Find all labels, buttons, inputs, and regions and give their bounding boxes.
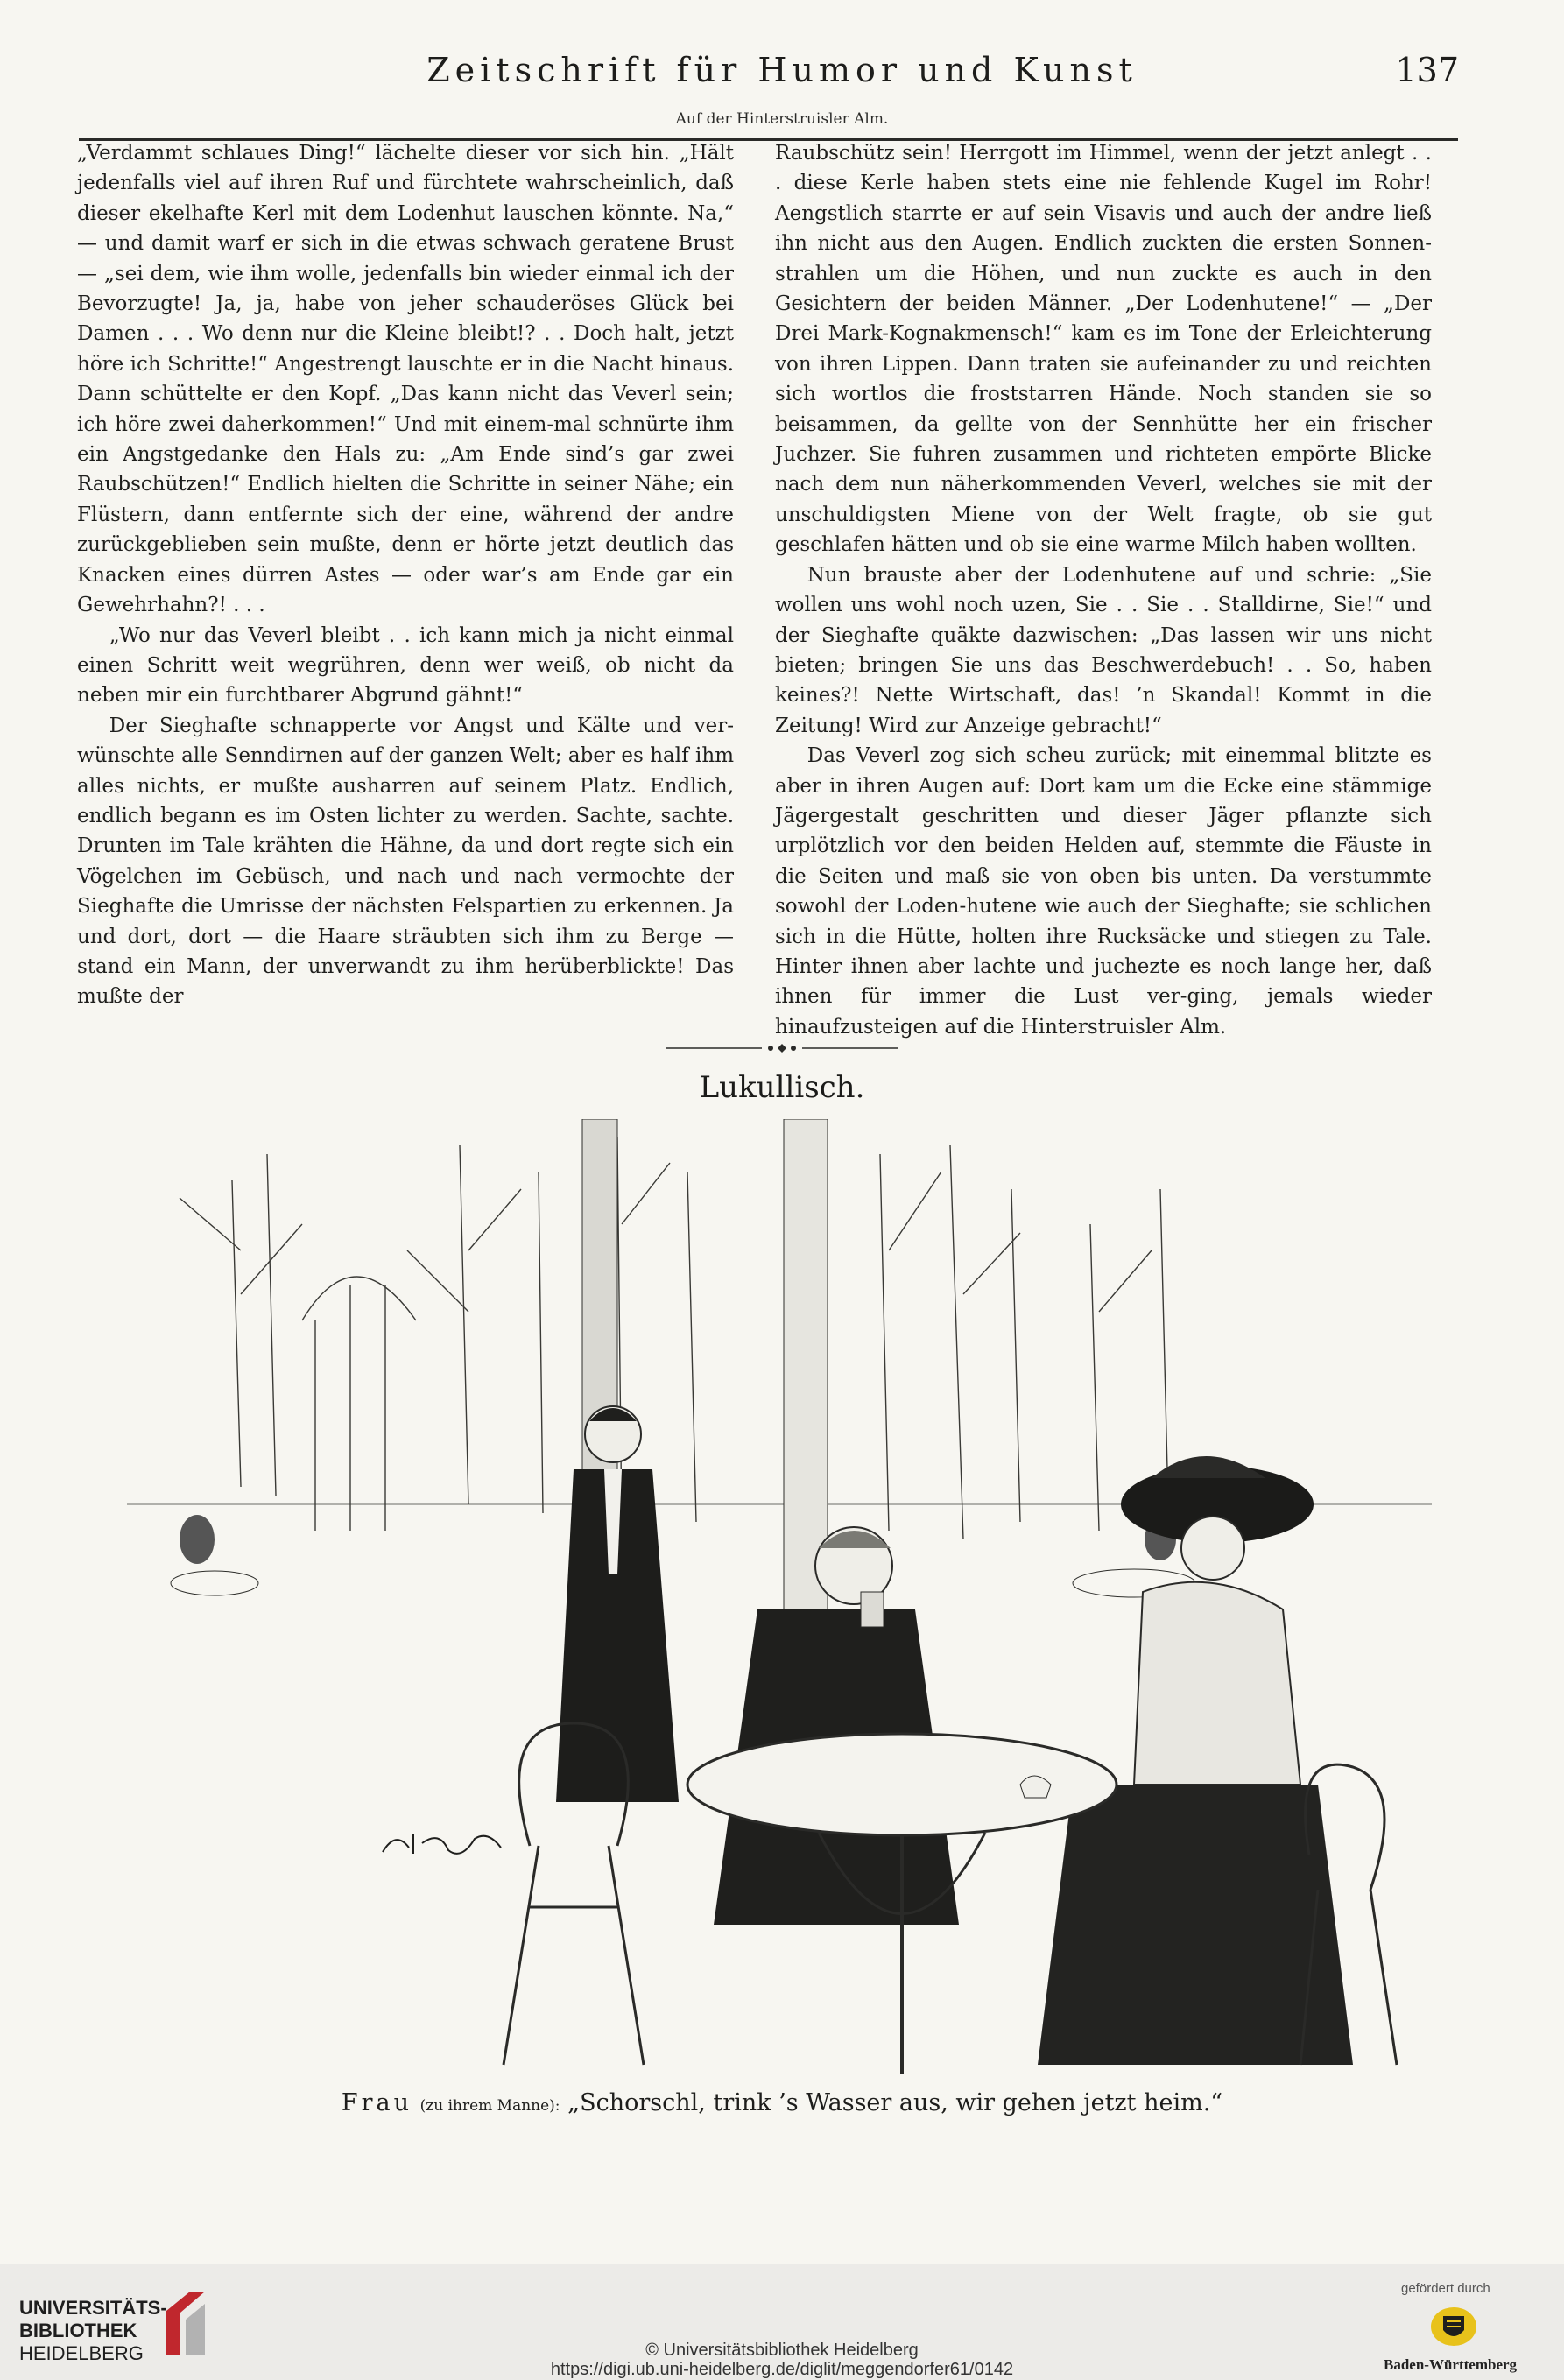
cartoon-title: Lukullisch. <box>699 1070 865 1105</box>
library-name-line: UNIVERSITÄTS- <box>19 2297 167 2319</box>
cafe-table <box>687 1734 1117 1835</box>
paragraph: Das Veverl zog sich scheu zurück; mit einemmal blitzte es aber in ihren Augen auf: Dort kam um die Ecke eine stämmige Jägergestalt geschritten und dieser Jäger pflanzte sich urplötzlich vor den beiden Helden auf, stemmte die Fäuste in die Seiten und maß sie von oben bis unten. Da verstummte sowohl der Loden-hutene wie auch der Sieghafte; sie schlichen sich in die Hütte, holten ihre Rucksäcke und stiegen zu Tale. Hinter ihnen aber lachte und juchezte es noch lange her, daß ihnen für immer die Lust ver-ging, jemals wieder hinaufzusteigen auf die Hinterstruisler Alm. <box>775 744 1432 1039</box>
journal-title: Zeitschrift für Humor und Kunst <box>426 51 1138 89</box>
paragraph: Der Sieghafte schnapperte vor Angst und Kälte und ver-wünschte alle Senndirnen auf der ganzen Welt; aber es half ihm alles nichts, er mußte ausharren auf seinem Platz. Endlich, endlich begann es im Osten lichter zu werden. Sachte, sachte. Drunten im Tale krähten die Hähne, da und dort regte sich ein Vögelchen im Gebüsch, und nach und nach vermochte der Sieghafte die Umrisse der nächsten Felspartien zu erkennen. Ja und dort, dort — die Haare sträubten sich ihm zu Berge — stand ein Mann, der unverwandt zu ihm herüberblickte! Das mußte der <box>77 714 734 1009</box>
running-head <box>0 42 1564 103</box>
paragraph: Nun brauste aber der Lodenhutene auf und schrie: „Sie wollen uns wohl noch uzen, Sie . . Sie . . Stalldirne, Sie!“ und der Sieghafte quäkte dazwischen: „Das lassen wir uns nicht bieten; bringen Sie uns das Beschwerdebuch! . . So, haben keines?! Nette Wirtschaft, das! ’n Skandal! Kommt in die Zeitung! Wird zur Anzeige gebracht!“ <box>775 563 1432 737</box>
viewer-footer <box>0 2264 1564 2377</box>
left-text-column <box>77 138 734 1012</box>
paragraph: „Wo nur das Veverl bleibt . . ich kann mich ja nicht einmal einen Schritt weit wegrühren, denn wer weiß, ob nicht da neben mir ein furchtbarer Abgrund gähnt!“ <box>77 623 734 708</box>
divider-ornament <box>666 1042 898 1054</box>
library-name-line: BIBLIOTHEK <box>19 2320 137 2341</box>
sponsor-label: gefördert durch <box>1401 2281 1490 2296</box>
caption-quote: „Schorschl, trink ’s Wasser aus, wir gehen jetzt heim.“ <box>567 2089 1223 2116</box>
caption-speaker: Frau <box>341 2089 413 2116</box>
cartoon-caption <box>0 2089 1564 2116</box>
copyright-notice: © Universitätsbibliothek Heidelberg <box>645 2341 919 2360</box>
page-number: 137 <box>1395 51 1459 89</box>
cafe-cartoon-illustration <box>127 1119 1432 2082</box>
library-name-line: HEIDELBERG <box>19 2342 144 2364</box>
paragraph: Raubschütz sein! Herrgott im Himmel, wenn der jetzt anlegt . . . diese Kerle haben stets eine nie fehlende Kugel im Rohr! Aengstlich starrte er auf sein Visavis und auch der andre ließ ihn nicht aus den Augen. Endlich zuckten die ersten Sonnen-strahlen um die Höhen, und nun zuckte es auch in den Gesichtern der beiden Männer. „Der Lodenhutene!“ — „Der Drei Mark-Kognakmensch!“ kam es im Tone der Erleichterung von ihren Lippen. Dann traten sie aufeinander zu und reichten sich wortlos die froststarren Hände. Noch standen sie so beisammen, da gellte von der Sennhütte her ein frischer Juchzer. Sie fuhren zusammen und richteten empörte Blicke nach dem nun näherkommenden Veverl, welches sie mit der unschuldigsten Miene von der Welt fragte, ob sie gut geschlafen hätten und ob sie eine warme Milch haben wollten. <box>775 142 1432 557</box>
paragraph: „Verdammt schlaues Ding!“ lächelte dieser vor sich hin. „Hält jedenfalls viel auf ihren Ruf und fürchtete wahrscheinlich, daß dieser ekelhafte Kerl mit dem Lodenhut lauschen könnte. Na,“ — und damit warf er sich in die etwas schwach geratene Brust — „sei dem, wie ihm wolle, jedenfalls bin wieder einmal ich der Bevorzugte! Ja, ja, habe von jeher schauderöses Glück bei Damen . . . Wo denn nur die Kleine bleibt!? . . Doch halt, jetzt höre ich Schritte!“ Angestrengt lauschte er in die Nacht hinaus. Dann schüttelte er den Kopf. „Das kann nicht das Veverl sein; ich höre zwei daherkommen!“ Und mit einem-mal schnürte ihm ein Angstgedanke den Hals zu: „Am Ende sind’s gar zwei Raubschützen!“ Endlich hielten die Schritte in seiner Nähe; ein Flüstern, dann entfernte sich der eine, während der andre zurückgeblieben sein mußte, denn er hörte jetzt deutlich das Knacken eines dürren Astes — oder war’s am Ende gar ein Gewehrhahn?! . . . <box>77 142 734 617</box>
right-text-column <box>775 138 1432 1042</box>
source-url-link[interactable]: https://digi.ub.uni-heidelberg.de/diglit/meggendorfer61/0142 <box>550 2360 1014 2379</box>
section-heading: Auf der Hinterstruisler Alm. <box>675 110 889 128</box>
sponsor-name: Baden-Württemberg <box>1384 2356 1518 2373</box>
artist-signature <box>378 1826 510 1861</box>
caption-stage-direction: (zu ihrem Manne): <box>419 2097 560 2115</box>
coat-of-arms-icon <box>1427 2300 1480 2353</box>
